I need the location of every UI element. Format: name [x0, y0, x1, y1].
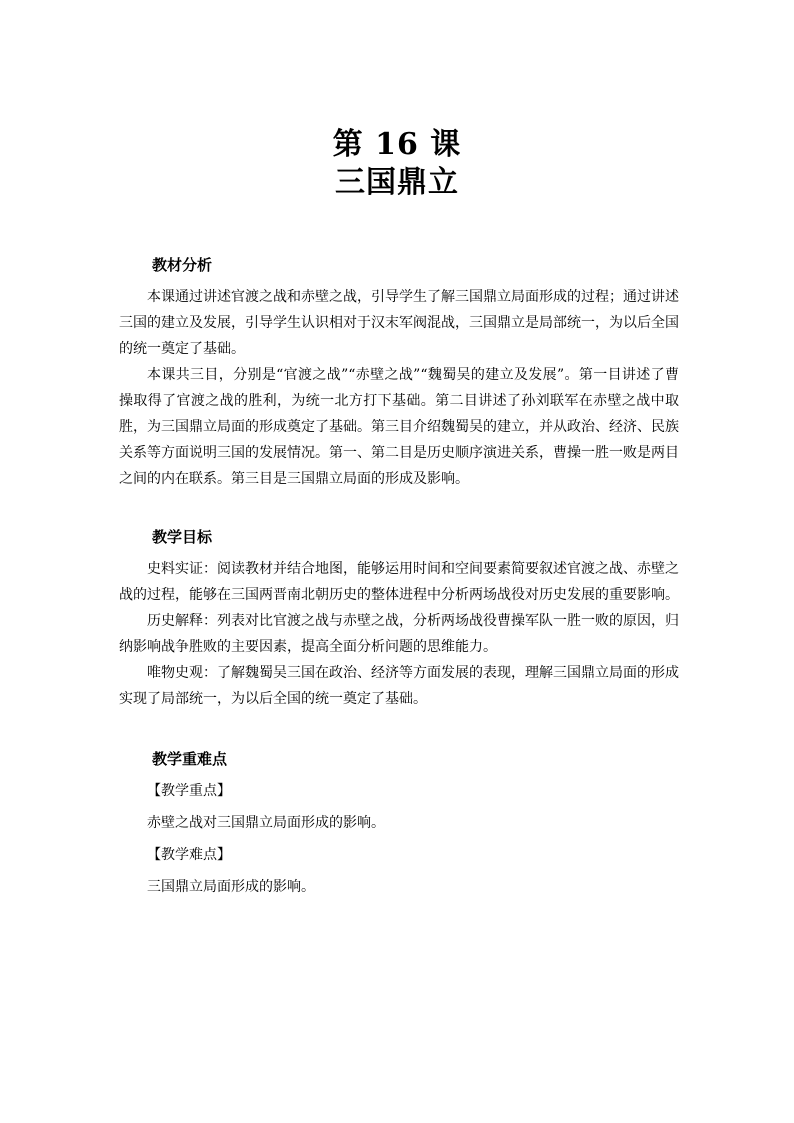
objective-paragraph-3: 唯物史观：了解魏蜀吴三国在政治、经济等方面发展的表现，理解三国鼎立局面的形成实现了局部统一，为以后全国的统一奠定了基础。	[119, 665, 679, 707]
analysis-paragraph-1: 本课通过讲述官渡之战和赤壁之战，引导学生了解三国鼎立局面形成的过程；通过讲述三国的建立及发展，引导学生认识相对于汉末军阀混战，三国鼎立是局部统一，为以后全国的统一奠定了基础。	[119, 289, 679, 357]
section-heading-key-points: 教学重难点	[152, 750, 228, 768]
difficulty-text: 三国鼎立局面形成的影响。	[147, 879, 315, 895]
lesson-name: 三国鼎立	[335, 165, 459, 200]
section-heading-analysis: 教材分析	[152, 256, 213, 274]
focus-text: 赤壁之战对三国鼎立局面形成的影响。	[147, 815, 385, 831]
difficulty-label: 【教学难点】	[147, 847, 231, 863]
objective-paragraph-2: 历史解释：列表对比官渡之战与赤壁之战，分析两场战役曹操军队一胜一败的原因，归纳影响战争胜败的主要因素，提高全面分析问题的思维能力。	[119, 613, 679, 655]
lesson-title	[0, 126, 794, 202]
analysis-paragraph-2: 本课共三目，分别是“官渡之战”“赤壁之战”“魏蜀吴的建立及发展”。第一目讲述了曹操取得了官渡之战的胜利，为统一北方打下基础。第二目讲述了孙刘联军在赤壁之战中取胜，为三国鼎立局面的形成奠定了基础。第三目介绍魏蜀吴的建立，并从政治、经济、民族关系等方面说明三国的发展情况。第一、第二目是历史顺序演进关系，曹操一胜一败是两目之间的内在联系。第三目是三国鼎立局面的形成及影响。	[119, 367, 679, 487]
lesson-number: 第 16 课	[332, 127, 462, 162]
section-heading-objectives: 教学目标	[152, 528, 213, 546]
focus-label: 【教学重点】	[147, 783, 231, 799]
document-body	[119, 252, 679, 900]
objective-paragraph-1: 史料实证：阅读教材并结合地图，能够运用时间和空间要素简要叙述官渡之战、赤壁之战的过程，能够在三国两晋南北朝历史的整体进程中分析两场战役对历史发展的重要影响。	[119, 561, 679, 603]
